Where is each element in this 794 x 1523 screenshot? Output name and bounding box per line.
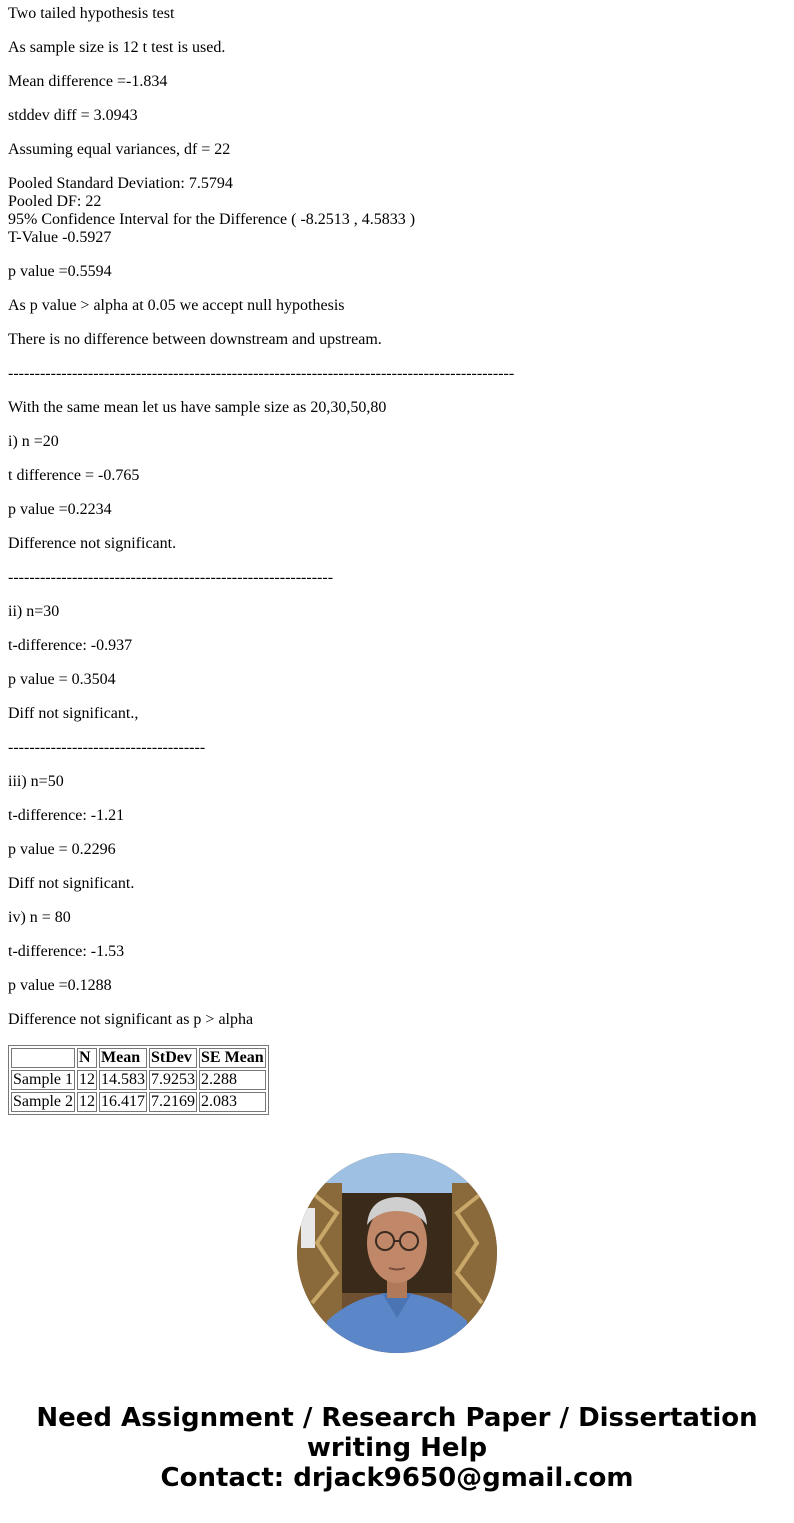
table-cell: 2.288 [199, 1070, 266, 1090]
table-header-cell: StDev [149, 1048, 197, 1068]
text-line: iii) n=50 [8, 773, 64, 790]
text-line: t-difference: -0.937 [8, 637, 133, 654]
text-line: Difference not significant as p > alpha [8, 1011, 254, 1028]
text-line: Two tailed hypothesis test [8, 5, 175, 22]
pooled-df: Pooled DF: 22 [8, 193, 102, 210]
promo-banner [0, 1403, 794, 1493]
text-line: As p value > alpha at 0.05 we accept null hypothesis [8, 297, 345, 314]
table-cell: 2.083 [199, 1092, 266, 1112]
table-cell: 16.417 [101, 1093, 145, 1110]
separator-line: ------------------------------------------------------------- [8, 569, 334, 586]
table-cell: 7.9253 [151, 1071, 195, 1088]
text-line: Assuming equal variances, df = 22 [8, 141, 231, 158]
confidence-interval: 95% Confidence Interval for the Difference ( -8.2513 , 4.5833 ) [8, 211, 416, 228]
promo-line: writing Help [306, 1433, 488, 1463]
text-line: t difference = -0.765 [8, 467, 140, 484]
text-line: stddev diff = 3.0943 [8, 107, 138, 124]
text-line: With the same mean let us have sample size as 20,30,50,80 [8, 399, 387, 416]
author-avatar [297, 1153, 497, 1353]
text-line: As sample size is 12 t test is used. [8, 39, 226, 56]
table-header-row [11, 1048, 266, 1068]
text-line: iv) n = 80 [8, 909, 71, 926]
promo-line: Need Assignment / Research Paper / Dissertation [36, 1403, 758, 1433]
separator-line: ------------------------------------- [8, 739, 206, 756]
table-header-cell [11, 1048, 75, 1068]
table-cell: Sample 1 [13, 1071, 73, 1088]
table-cell: 12 [79, 1071, 95, 1088]
text-line: t-difference: -1.21 [8, 807, 125, 824]
table-cell: 12 [79, 1093, 95, 1110]
table-cell: 7.2169 [151, 1093, 195, 1110]
table-header-cell: SE Mean [201, 1049, 264, 1066]
text-line: Diff not significant., [8, 705, 139, 722]
table-row [11, 1070, 266, 1090]
table-cell: Sample 2 [13, 1093, 73, 1110]
table-cell: 14.583 [101, 1071, 145, 1088]
sample-stats-table [8, 1045, 269, 1115]
separator-line: ----------------------------------------------------------------------------------------------- [8, 365, 515, 382]
table-row [11, 1092, 266, 1112]
text-line: There is no difference between downstream and upstream. [8, 331, 382, 348]
text-line: i) n =20 [8, 433, 59, 450]
t-value: T-Value -0.5927 [8, 229, 112, 246]
text-line: p value =0.2234 [8, 501, 112, 518]
pooled-stats-block [8, 175, 788, 247]
text-line: p value =0.1288 [8, 977, 112, 994]
text-line: p value = 0.3504 [8, 671, 116, 688]
text-line: Difference not significant. [8, 535, 177, 552]
table-header-cell: Mean [99, 1048, 147, 1068]
author-portrait-image [297, 1153, 497, 1353]
document-body [8, 0, 788, 1115]
text-line: Mean difference =-1.834 [8, 73, 168, 90]
contact-email: Contact: drjack9650@gmail.com [160, 1463, 634, 1493]
text-line: t-difference: -1.53 [8, 943, 125, 960]
text-line: Diff not significant. [8, 875, 135, 892]
text-line: p value = 0.2296 [8, 841, 116, 858]
pooled-sd: Pooled Standard Deviation: 7.5794 [8, 175, 233, 192]
text-line: ii) n=30 [8, 603, 60, 620]
text-line: p value =0.5594 [8, 263, 112, 280]
table-header-cell: N [77, 1048, 97, 1068]
